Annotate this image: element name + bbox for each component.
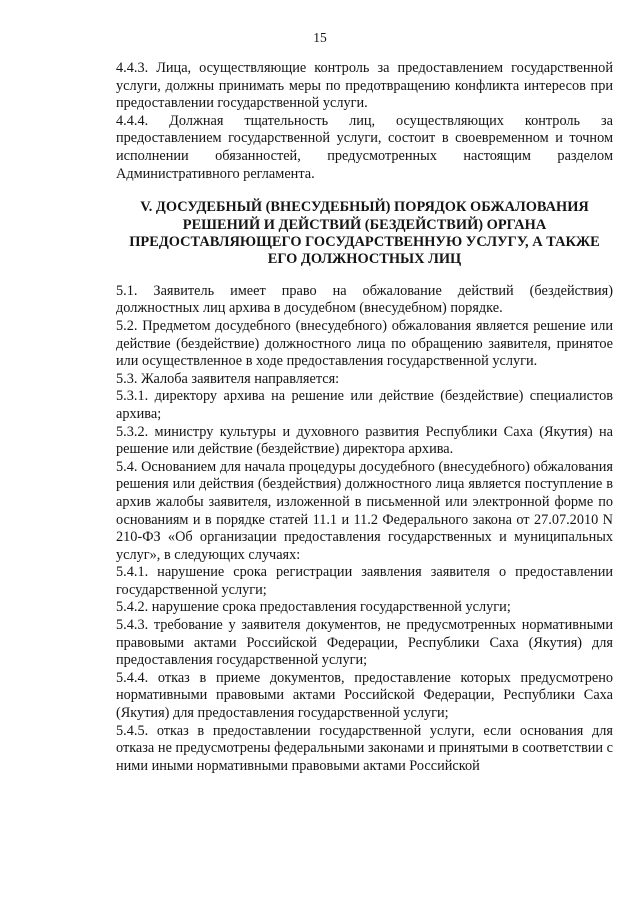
section-heading-line: ПРЕДОСТАВЛЯЮЩЕГО ГОСУДАРСТВЕННУЮ УСЛУГУ, А ТАКЖЕ [129,233,600,250]
paragraph-5-4-1: 5.4.1. нарушение срока регистрации заявления заявителя о предоставлении государственной услуги; [116,564,613,598]
section-heading-line: ЕГО ДОЛЖНОСТНЫХ ЛИЦ [267,251,462,268]
paragraph-5-2: 5.2. Предметом досудебного (внесудебного) обжалования является решение или действие (бездействие) должностного лица по обращению заявителя, принятое или осуществленное в ходе предоставления государственной услуги. [116,317,613,370]
paragraph-5-4-3: 5.4.3. требование у заявителя документов, не предусмотренных нормативными правовыми актами Российской Федерации, Республики Саха (Якутия) для предоставления государственной услуги; [116,617,613,669]
paragraph-5-4-5: 5.4.5. отказ в предоставлении государственной услуги, если основания для отказа не предусмотрены федеральными законами и принятыми в соответствии с ними иными нормативными правовыми актами Российской [116,722,613,774]
paragraph-5-4-4: 5.4.4. отказ в приеме документов, предоставление которых предусмотрено нормативными правовыми актами Российской Федерации, Республики Саха (Якутия) для предоставления государственной услуги; [116,669,613,722]
paragraph-4-4-3: 4.4.3. Лица, осуществляющие контроль за предоставлением государственной услуги, должны принимать меры по предотвращению конфликта интересов при предоставлении государственной услуги. [116,60,613,112]
section-heading [116,199,613,269]
paragraph-5-4-2: 5.4.2. нарушение срока предоставления государственной услуги; [116,599,511,616]
page-content [116,60,613,775]
section-heading-line: РЕШЕНИЙ И ДЕЙСТВИЙ (БЕЗДЕЙСТВИЙ) ОРГАНА [182,216,547,233]
page-number: 15 [313,30,327,45]
paragraph-5-4: 5.4. Основанием для начала процедуры досудебного (внесудебного) обжалования решения или действия (бездействия) должностного лица является поступление в архив жалобы заявителя, изложенной в письменной или электронной форме по основаниям и в порядке статей 11.1 и 11.2 Федерального закона от 27.07.2010 N 210-ФЗ «Об организации предоставления государственных и муниципальных услуг», в следующих случаях: [116,458,613,563]
paragraph-5-1: 5.1. Заявитель имеет право на обжалование действий (бездействия) должностных лиц архива в досудебном (внесудебном) порядке. [116,282,613,317]
paragraph-5-3: 5.3. Жалоба заявителя направляется: [116,370,340,387]
paragraph-5-3-2: 5.3.2. министру культуры и духовного развития Республики Саха (Якутия) на решение или действие (бездействие) директора архива. [116,423,613,458]
paragraph-5-3-1: 5.3.1. директору архива на решение или действие (бездействие) специалистов архива; [116,388,613,422]
section-heading-line: V. ДОСУДЕБНЫЙ (ВНЕСУДЕБНЫЙ) ПОРЯДОК ОБЖАЛОВАНИЯ [140,199,589,216]
paragraph-4-4-4: 4.4.4. Должная тщательность лиц, осуществляющих контроль за предоставлением государственной услуги, состоит в своевременном и точном исполнении обязанностей, предусмотренных настоящим разделом Административного регламента. [116,112,613,182]
